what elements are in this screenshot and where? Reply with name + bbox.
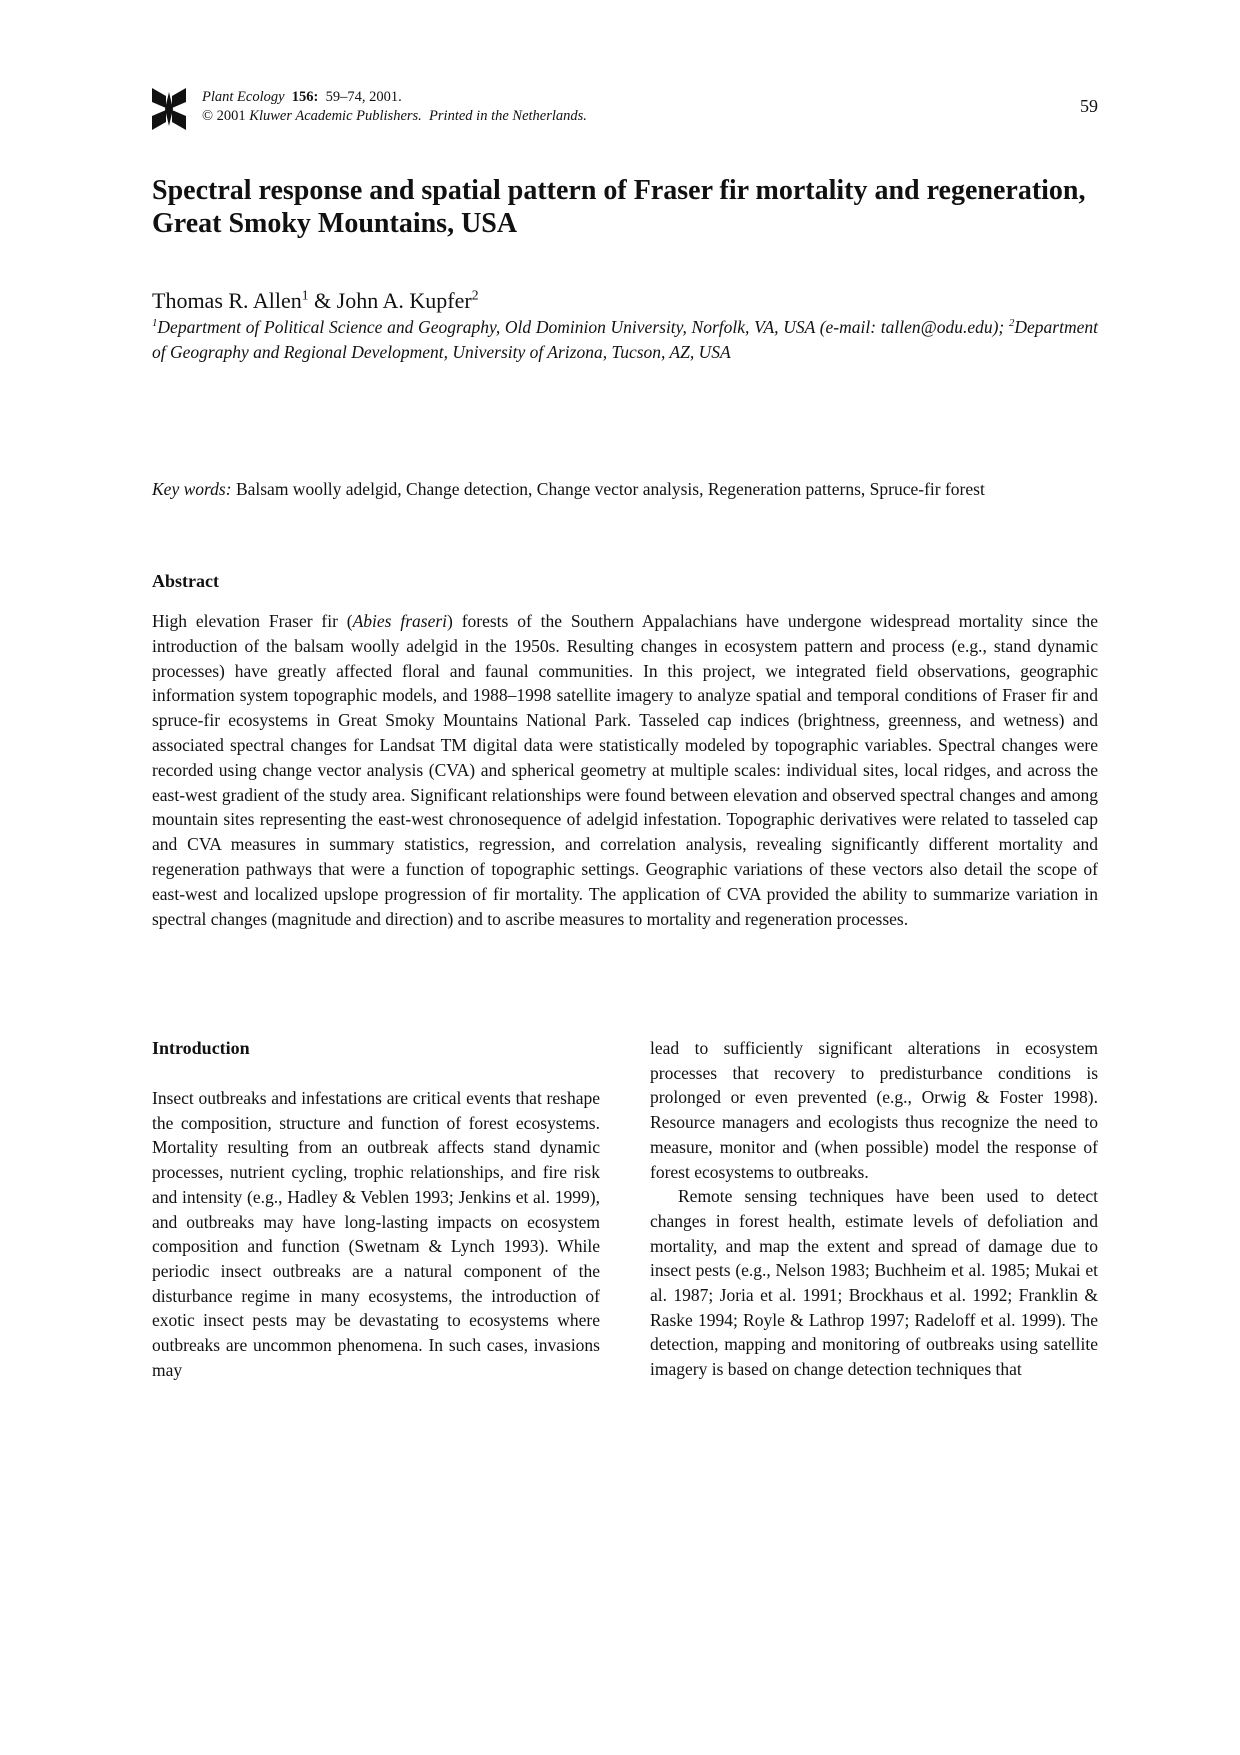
abstract-species: Abies fraseri bbox=[352, 611, 448, 631]
journal-line-2 bbox=[202, 107, 587, 126]
column-right bbox=[650, 1036, 1098, 1382]
affiliations bbox=[152, 315, 1098, 365]
author-2-sup: 2 bbox=[471, 287, 479, 303]
intro-paragraph-1: Insect outbreaks and infestations are critical events that reshape the composition, structure and function of forest ecosystems. Mortality resulting from an outbreak affects stand dynamic processes, nutrient cycling, trophic relationships, and fire risk and intensity (e.g., Hadley & Veblen 1993; Jenkins et al. 1999), and outbreaks may have long-lasting impacts on ecosystem composition and function (Swetnam & Lynch 1993). While periodic insect outbreaks are a natural component of the disturbance regime in many ecosystems, the introduction of exotic insect pests may be devastating to ecosystems where outbreaks are uncommon phenomena. In such cases, invasions may bbox=[152, 1088, 600, 1380]
paper-title: Spectral response and spatial pattern of Fraser fir mortality and regeneration, Great Smoky Mountains, USA bbox=[152, 175, 1086, 239]
journal-header bbox=[152, 86, 1098, 132]
copyright: © 2001 bbox=[202, 108, 246, 124]
abstract-text bbox=[152, 609, 1098, 931]
abstract-heading: Abstract bbox=[152, 571, 219, 591]
introduction-heading: Introduction bbox=[152, 1038, 250, 1058]
affil-2-sup: 2 bbox=[1008, 317, 1015, 330]
abstract-start: High elevation Fraser fir ( bbox=[152, 611, 353, 631]
author-separator: & bbox=[308, 288, 337, 313]
journal-volume: 156: bbox=[291, 89, 319, 105]
keywords-text: Balsam woolly adelgid, Change detection, Change vector analysis, Regeneration patterns, Spruce-fir forest bbox=[235, 479, 985, 499]
author-list bbox=[152, 288, 479, 314]
author-1-sup: 1 bbox=[301, 287, 309, 303]
publisher: Kluwer Academic Publishers. bbox=[249, 108, 422, 124]
affil-1: Department of Political Science and Geography, Old Dominion University, Norfolk, VA, USA (e-mail: tallen@odu.edu); bbox=[157, 317, 1005, 337]
affil-2: Department of Geography and Regional Development, University of Arizona, Tucson, AZ, USA bbox=[152, 317, 1098, 362]
keywords bbox=[152, 477, 1098, 502]
journal-citation bbox=[202, 88, 587, 126]
intro-paragraph-2: lead to sufficiently significant alterations in ecosystem processes that recovery to predisturbance conditions is prolonged or even prevented (e.g., Orwig & Foster 1998). Resource managers and ecologists thus recognize the need to measure, monitor and (when possible) model the response of forest ecosystems to outbreaks. bbox=[650, 1038, 1098, 1182]
printed-note: Printed in the Netherlands. bbox=[429, 108, 587, 124]
intro-paragraph-3: Remote sensing techniques have been used to detect changes in forest health, estimate levels of defoliation and mortality, and map the extent and spread of damage due to insect pests (e.g., Nelson 1983; Buchheim et al. 1985; Mukai et al. 1987; Joria et al. 1991; Brockhaus et al. 1992; Franklin & Raske 1994; Royle & Lathrop 1997; Radeloff et al. 1999). The detection, mapping and monitoring of outbreaks using satellite imagery is based on change detection techniques that bbox=[650, 1186, 1098, 1380]
page-number: 59 bbox=[1080, 96, 1098, 116]
journal-name: Plant Ecology bbox=[202, 89, 285, 105]
keywords-label: Key words: bbox=[152, 479, 232, 499]
affil-1-sup: 1 bbox=[152, 317, 158, 330]
author-1: Thomas R. Allen bbox=[152, 288, 302, 313]
column-left bbox=[152, 1036, 600, 1382]
abstract-rest: ) forests of the Southern Appalachians have undergone widespread mortality since the introduction of the balsam woolly adelgid in the 1950s. Resulting changes in ecosystem pattern and process (e.g., stand dynamic processes) have greatly affected floral and faunal communities. In this project, we integrated field observations, geographic information system topographic models, and 1988–1998 satellite imagery to analyze spatial and temporal conditions of Fraser fir and spruce-fir ecosystems in Great Smoky Mountains National Park. Tasseled cap indices (brightness, greenness, and wetness) and associated spectral changes for Landsat TM digital data were statistically modeled by topographic variables. Spectral changes were recorded using change vector analysis (CVA) and spherical geometry at multiple scales: individual sites, local ridges, and across the east-west gradient of the study area. Significant relationships were found between elevation and observed spectral changes and among mountain sites representing the east-west chronosequence of adelgid infestation. Topographic derivatives were related to tasseled cap and CVA measures in summary statistics, regression, and correlation analysis, revealing significantly different mortality and regeneration pathways that were a function of topographic settings. Geographic variations of these vectors also detail the scope of east-west and localized upslope progression of fir mortality. The application of CVA provided the ability to summarize variation in spectral changes (magnitude and direction) and to ascribe measures to mortality and regeneration processes. bbox=[152, 611, 1098, 929]
author-2: John A. Kupfer bbox=[336, 288, 472, 313]
journal-line-1 bbox=[202, 88, 587, 107]
journal-pages-year: 59–74, 2001. bbox=[325, 89, 402, 105]
kluwer-logo-icon bbox=[152, 88, 186, 130]
